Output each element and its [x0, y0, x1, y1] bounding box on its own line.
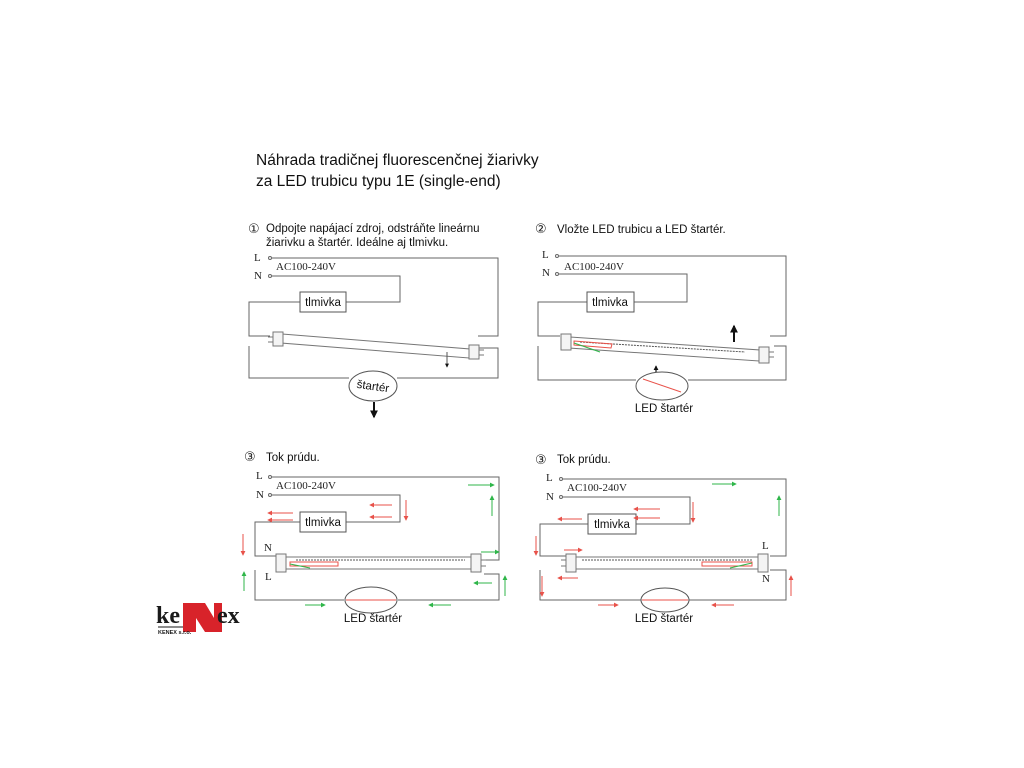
panel-1-voltage: AC100-240V	[276, 261, 336, 273]
panel-3-voltage: AC100-240V	[276, 480, 336, 492]
panel-4-ballast-label: tlmivka	[594, 519, 630, 531]
panel-2-wires	[538, 255, 786, 381]
panel-3	[243, 450, 505, 625]
panel-3-wires	[255, 476, 499, 601]
panel-3-label-N: N	[256, 489, 264, 501]
panel-4-starter-caption: LED štartér	[634, 613, 694, 625]
panel-1-text-line-1: Odpojte napájací zdroj, odstráňte lineárnu	[266, 223, 480, 235]
panel-2-ballast-label: tlmivka	[592, 297, 628, 309]
title-line-1: Náhrada tradičnej fluorescenčnej žiarivky	[256, 152, 539, 169]
panel-2-label-L: L	[542, 249, 549, 261]
title-line-2: za LED trubicu typu 1E (single-end)	[256, 173, 501, 190]
panel-1-label-N: N	[254, 270, 262, 282]
panel-3-number: ③	[244, 450, 256, 465]
panel-2-label-N: N	[542, 267, 550, 279]
panel-4-voltage: AC100-240V	[567, 482, 627, 494]
panel-1	[248, 222, 498, 417]
panel-1-starter-label: štartér	[355, 378, 390, 396]
panel-4-label-L: L	[546, 472, 553, 484]
logo-text-right: ex	[217, 603, 240, 629]
panel-2-led-tube	[561, 334, 774, 363]
panel-4-tube-label-N: N	[762, 573, 770, 585]
panel-4-wires	[540, 478, 786, 601]
panel-2-text-line-1: Vložte LED trubicu a LED štartér.	[557, 224, 726, 236]
panel-3-starter-caption: LED štartér	[343, 613, 403, 625]
panel-3-tube-label-N: N	[264, 542, 272, 554]
panel-1-number: ①	[248, 222, 260, 237]
panel-1-ballast-label: tlmivka	[305, 297, 341, 309]
panel-4-label-N: N	[546, 491, 554, 503]
panel-3-label-L: L	[256, 470, 263, 482]
panel-4	[535, 453, 791, 625]
panel-1-tube	[268, 332, 484, 359]
panel-1-wires	[249, 257, 498, 379]
panel-4-tube-label-L: L	[762, 540, 769, 552]
panel-3-ballast-label: tlmivka	[305, 517, 341, 529]
panel-4-number: ③	[535, 453, 547, 468]
panel-3-led-tube	[276, 554, 486, 572]
panel-2-voltage: AC100-240V	[564, 261, 624, 273]
kenex-logo	[156, 603, 240, 636]
panel-3-tube-label-L: L	[265, 571, 272, 583]
panel-4-current-arrows	[536, 484, 791, 605]
panel-1-text-line-2: žiarivku a štartér. Ideálne aj tlmivku.	[266, 237, 449, 249]
panel-3-text-line-1: Tok prúdu.	[266, 452, 320, 464]
panel-2	[535, 222, 786, 415]
panel-2-starter-caption: LED štartér	[634, 403, 694, 415]
panel-4-text-line-1: Tok prúdu.	[557, 454, 611, 466]
logo-text-left: ke	[156, 603, 180, 629]
panel-2-number: ②	[535, 222, 547, 237]
logo-subtext: KENEX s.r.o.	[158, 630, 192, 636]
panel-1-label-L: L	[254, 252, 261, 264]
panel-4-led-tube	[561, 554, 768, 572]
